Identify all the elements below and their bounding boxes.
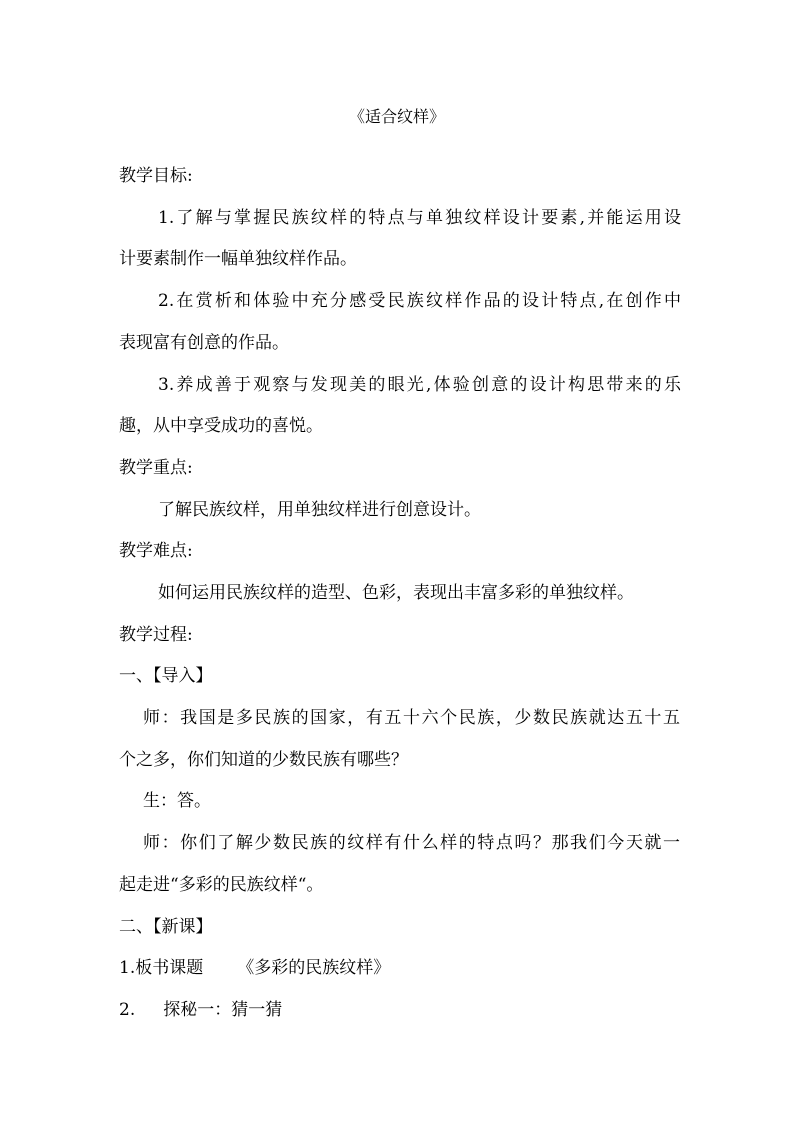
- student-1: 生：答。: [143, 791, 211, 811]
- difficulties-heading: 教学难点:: [119, 541, 193, 561]
- step-2-label: 2.: [119, 1000, 136, 1020]
- key-points-text: 了解民族纹样，用单独纹样进行创意设计。: [158, 500, 481, 520]
- objective-3-line-2: 趣，从中享受成功的喜悦。: [119, 416, 323, 436]
- section-2-heading: 二、【新课】: [119, 917, 213, 937]
- objective-2-line-1: 2.在赏析和体验中充分感受民族纹样作品的设计特点,在创作中: [158, 291, 681, 311]
- teacher-2-line-2: 起走进“多彩的民族纹样“。: [119, 875, 324, 895]
- objective-1-line-1: 1.了解与掌握民族纹样的特点与单独纹样设计要素,并能运用设: [158, 208, 681, 228]
- objective-1-line-2: 计要素制作一幅单独纹样作品。: [119, 249, 357, 269]
- objectives-heading: 教学目标:: [119, 166, 193, 186]
- objective-2-line-2: 表现富有创意的作品。: [119, 333, 289, 353]
- step-1: [119, 957, 390, 979]
- step-1-label: 1.板书课题: [119, 958, 204, 978]
- document-title: 《适合纹样》: [348, 107, 445, 126]
- step-2-text: 探秘一：猜一猜: [163, 1000, 283, 1020]
- process-heading: 教学过程:: [119, 625, 193, 645]
- section-1-heading: 一、【导入】: [119, 666, 213, 686]
- step-2: [119, 999, 282, 1021]
- key-points-heading: 教学重点:: [119, 458, 193, 478]
- teacher-2-line-1: 师：你们了解少数民族的纹样有什么样的特点吗？那我们今天就一: [143, 833, 680, 853]
- step-1-title: 《多彩的民族纹样》: [237, 958, 391, 978]
- teacher-1-line-2: 个之多，你们知道的少数民族有哪些？: [119, 750, 408, 770]
- difficulties-text: 如何运用民族纹样的造型、色彩，表现出丰富多彩的单独纹样。: [158, 583, 634, 603]
- objective-3-line-1: 3.养成善于观察与发现美的眼光,体验创意的设计构思带来的乐: [158, 375, 681, 395]
- teacher-1-line-1: 师：我国是多民族的国家，有五十六个民族，少数民族就达五十五: [143, 708, 680, 728]
